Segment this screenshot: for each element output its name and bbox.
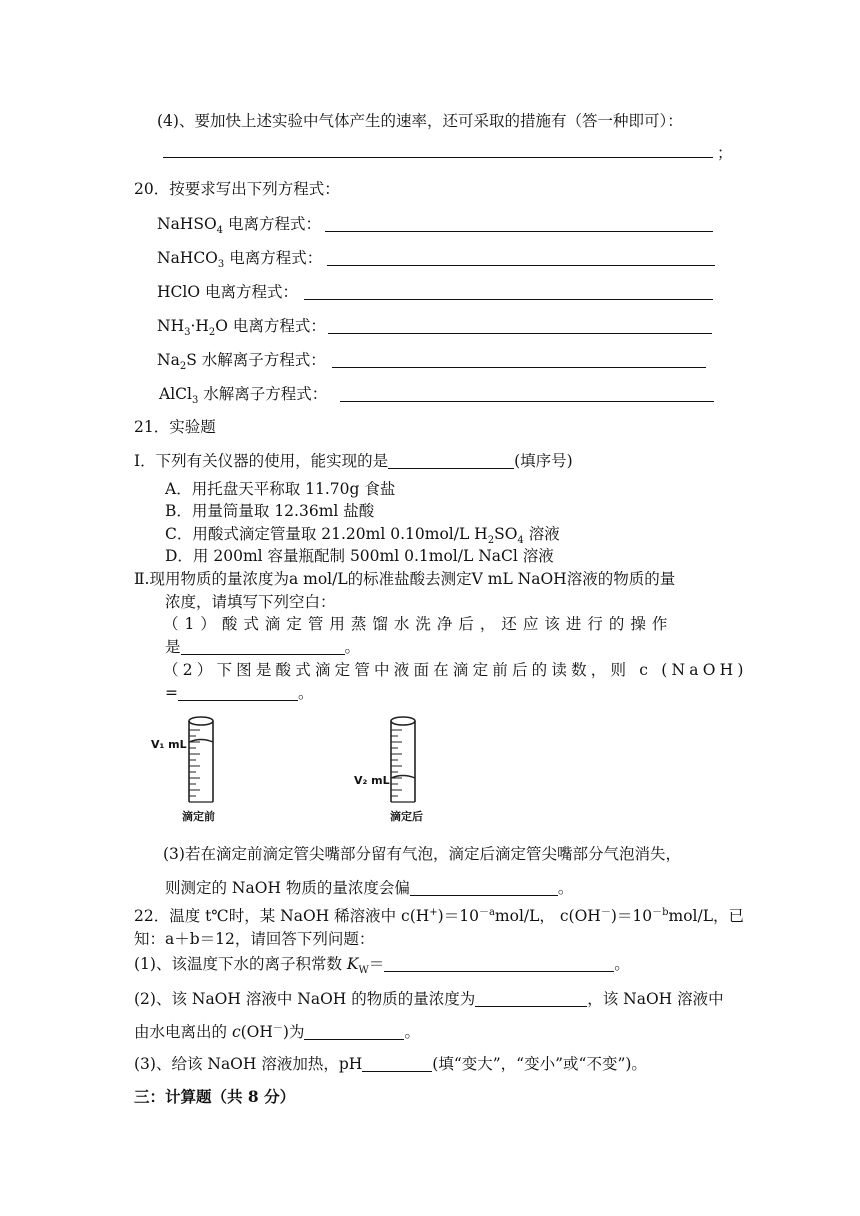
q19-part4-answer-blank[interactable]: [163, 142, 713, 158]
q21-option-c: C．用酸式滴定管量取 21.20ml 0.10mol/L $H_2SO_4$ 溶液: [165, 525, 560, 547]
q22-part2-concentration-blank[interactable]: [475, 990, 587, 1007]
burette-before-label: V₁ mL: [151, 738, 187, 751]
q20-answer-blank-nahso4[interactable]: [325, 215, 713, 232]
burette-after-label: V₂ mL: [354, 774, 390, 787]
q22-part1-answer-blank[interactable]: [384, 955, 614, 972]
q22-part2-oh-blank[interactable]: [304, 1023, 404, 1040]
q21-part2-q3-line2: 则测定的 NaOH 物质的量浓度会偏 。: [165, 879, 574, 897]
q22-stem-line1: 22．温度 t℃时，某 NaOH 稀溶液中 $c(H^+)=10^{-a}mol/L$， $c(OH^-)=10^{-b}mol/L$，已: [134, 906, 745, 925]
q21-part2-q2-line2: = 。: [165, 684, 314, 702]
q21-part1-answer-blank[interactable]: [388, 452, 514, 469]
q21-option-a: A．用托盘天平称取 11.70g 食盐: [165, 480, 396, 498]
q21-title: 21．实验题: [134, 418, 216, 436]
q21-part2-q3-answer-blank[interactable]: [410, 879, 558, 896]
q19-part4-end: ；: [717, 144, 733, 162]
q20-item-hclo: HClO 电离方程式：: [157, 283, 298, 301]
q22-part2-line2: 由水电离出的 c(OH－)为 。: [134, 1022, 420, 1041]
q21-part2-stem-line2: 浓度，请填写下列空白：: [165, 593, 336, 611]
q21-option-d: D．用 200ml 容量瓶配制 500ml 0.1mol/L NaCl 溶液: [165, 547, 554, 565]
q20-item-na2s: $Na_2S$ 水解离子方程式：: [157, 351, 326, 373]
q20-item-nahso4: NaHSO$_4$ 电离方程式：: [157, 215, 321, 237]
q20-item-nahco3: NaHCO$_3$ 电离方程式：: [157, 249, 323, 271]
q21-part2-q1-answer-blank[interactable]: [181, 638, 345, 655]
q20-answer-blank-hclo[interactable]: [304, 283, 713, 300]
q21-part2-stem-line1: Ⅱ.现用物质的量浓度为a mol/L的标准盐酸去测定V mL NaOH溶液的物质的量: [134, 570, 676, 588]
q20-answer-blank-alcl3[interactable]: [340, 385, 714, 402]
q21-part1-stem: Ⅰ．下列有关仪器的使用，能实现的是 (填序号): [134, 452, 573, 470]
section3-title: 三：计算题（共 8 分）: [134, 1087, 296, 1106]
q22-stem-line2: 知：a＋b＝12，请回答下列问题：: [134, 930, 375, 948]
q21-part2-q2-line1: （2）下图是酸式滴定管中液面在滴定前后的读数，则 c (NaOH): [163, 661, 748, 679]
q21-part2-q2-answer-blank[interactable]: [178, 684, 298, 701]
q20-answer-blank-nahco3[interactable]: [327, 249, 715, 266]
q21-part2-q1-line1: （1）酸式滴定管用蒸馏水洗净后，还应该进行的操作: [163, 615, 674, 633]
q21-part2-q1-line2: 是 。: [165, 638, 361, 656]
q22-part3-answer-blank[interactable]: [362, 1055, 432, 1072]
burette-figure-before: [148, 712, 268, 824]
q22-part1: (1)、该温度下水的离子积常数 $K_W=$ 。: [134, 955, 630, 977]
q20-item-nh3h2o: $NH_3\cdot H_2O$ 电离方程式：: [157, 317, 326, 339]
q22-part3: (3)、给该 NaOH 溶液加热，pH (填“变大”，“变小”或“不变”)。: [134, 1055, 647, 1073]
q20-answer-blank-nh3h2o[interactable]: [328, 317, 712, 334]
q20-answer-blank-na2s[interactable]: [332, 351, 706, 368]
burette-after-caption: 滴定后: [390, 810, 423, 823]
q19-part4-text: (4)、要加快上述实验中气体产生的速率，还可采取的措施有（答一种即可）：: [157, 112, 683, 130]
q20-item-alcl3: AlCl$_3$ 水解离子方程式：: [159, 385, 328, 407]
burette-figure-after: [354, 712, 474, 824]
q21-option-b: B．用量筒量取 12.36ml 盐酸: [165, 502, 375, 520]
q22-part2-line1: (2)、该 NaOH 溶液中 NaOH 的物质的量浓度为 ，该 NaOH 溶液中: [134, 990, 724, 1008]
q21-part2-q3-line1: (3)若在滴定前滴定管尖嘴部分留有气泡，滴定后滴定管尖嘴部分气泡消失，: [163, 845, 681, 863]
burette-before-caption: 滴定前: [182, 810, 215, 823]
q20-title: 20．按要求写出下列方程式：: [134, 180, 340, 198]
